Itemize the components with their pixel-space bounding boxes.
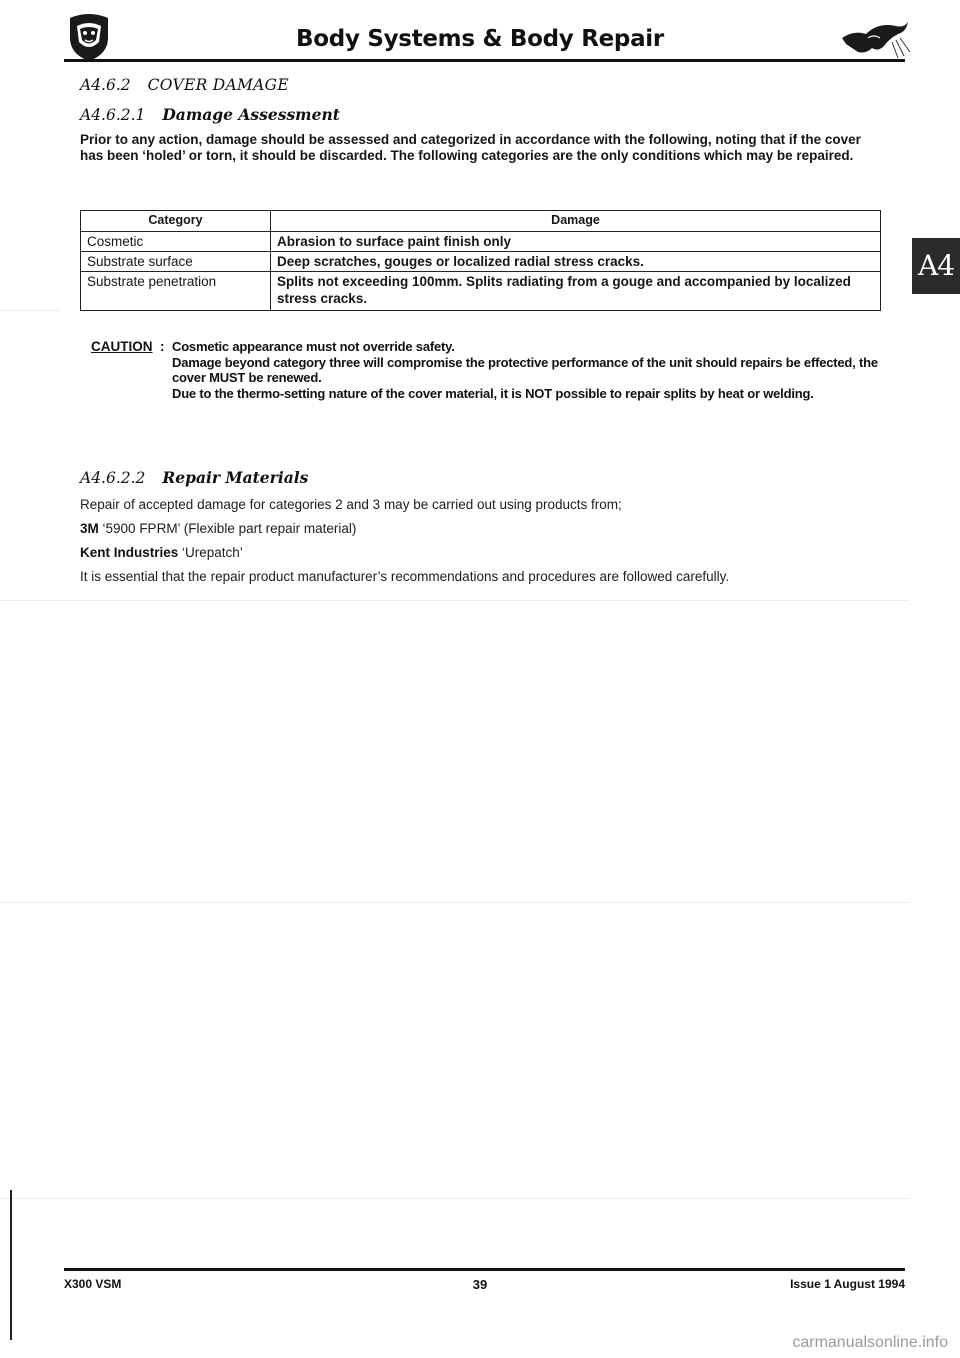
table-header-row: [81, 211, 881, 232]
section-number: A4.6.2: [80, 76, 131, 94]
product-description: ‘Urepatch’: [182, 545, 243, 560]
caution-line: Cosmetic appearance must not override safety.: [172, 339, 455, 354]
subsection-number: A4.6.2.2: [80, 469, 146, 487]
footer-rule: [64, 1268, 905, 1271]
caution-text: [172, 339, 884, 401]
repair-product-line: [80, 521, 880, 537]
table-row: [81, 252, 881, 272]
product-brand: Kent Industries: [80, 545, 179, 560]
leaping-jaguar-icon: [838, 8, 912, 64]
category-cell: Substrate surface: [81, 252, 271, 272]
footer-issue-date: Issue 1 August 1994: [790, 1277, 905, 1291]
damage-cell: Deep scratches, gouges or localized radial stress cracks.: [271, 252, 881, 272]
scan-artifact-line: [0, 1198, 910, 1199]
column-header-damage: Damage: [271, 211, 881, 232]
damage-cell: Abrasion to surface paint finish only: [271, 232, 881, 252]
assessment-intro-paragraph: Prior to any action, damage should be assessed and categorized in accordance with the following, noting that if the cover has been ‘holed’ or torn, it should be discarded. The following categories are the only conditions which may be repaired.: [80, 132, 861, 163]
product-brand: 3M: [80, 521, 99, 536]
margin-bar: [10, 1190, 12, 1340]
product-description: ‘5900 FPRM’ (Flexible part repair material): [102, 521, 357, 536]
caution-label: CAUTION: [91, 339, 153, 354]
column-header-category: Category: [81, 211, 271, 232]
subsection-title: Damage Assessment: [162, 105, 340, 124]
page-number: 39: [472, 1277, 488, 1292]
table-row: [81, 272, 881, 311]
category-cell: Cosmetic: [81, 232, 271, 252]
damage-category-table: [80, 210, 881, 311]
repair-note-paragraph: It is essential that the repair product manufacturer’s recommendations and procedures are followed carefully.: [80, 569, 730, 584]
chapter-side-tab: A4: [912, 238, 960, 294]
scan-artifact-line: [0, 310, 60, 311]
section-heading: [80, 76, 289, 94]
table-row: [81, 232, 881, 252]
subsection-number: A4.6.2.1: [80, 106, 146, 124]
repair-materials-heading: [80, 468, 308, 487]
subsection-title: Repair Materials: [162, 468, 309, 487]
repair-product-line: [80, 545, 880, 561]
caution-line: Damage beyond category three will compromise the protective performance of the unit should repairs be effected, the cover MUST be renewed.: [172, 354, 878, 385]
scan-artifact-line: [0, 902, 910, 903]
damage-assessment-heading: [80, 105, 340, 124]
footer-manual-id: X300 VSM: [64, 1277, 122, 1291]
page-header-title: Body Systems & Body Repair: [296, 26, 664, 52]
damage-cell: Splits not exceeding 100mm. Splits radiating from a gouge and accompanied by localized stress cracks.: [271, 272, 881, 311]
scan-artifact-line: [0, 600, 910, 601]
section-title: COVER DAMAGE: [147, 76, 289, 94]
header-rule: [64, 59, 905, 62]
watermark-text: carmanualsonline.info: [792, 1334, 948, 1351]
repair-intro-paragraph: Repair of accepted damage for categories 2 and 3 may be carried out using products from;: [80, 497, 622, 512]
caution-colon: :: [160, 339, 165, 354]
caution-line: Due to the thermo-setting nature of the cover material, it is NOT possible to repair splits by heat or welding.: [172, 385, 814, 401]
category-cell: Substrate penetration: [81, 272, 271, 311]
